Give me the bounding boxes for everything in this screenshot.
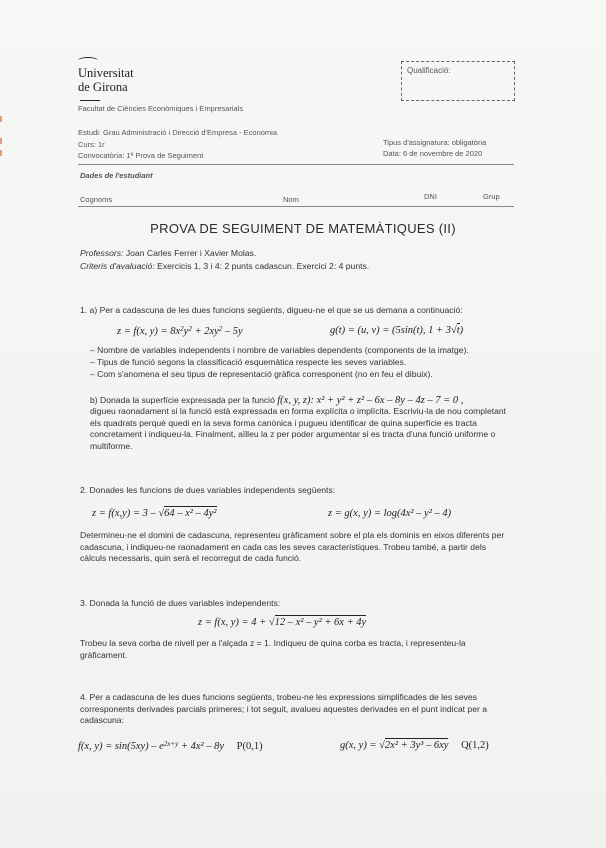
exam-title: PROVA DE SEGUIMENT DE MATEMÀTIQUES (II) bbox=[150, 221, 456, 236]
id-field-label: DNI bbox=[424, 192, 437, 201]
q1-bullet-2: – Tipus de funció segons la classificació esquemàtica respecte les seves variables. bbox=[90, 357, 407, 367]
name-field-label: Nom bbox=[283, 195, 299, 204]
course-info: Curs: 1r bbox=[78, 140, 105, 149]
criteria-text: Exercicis 1, 3 i 4: 2 punts cadascun. Exercici 2: 4 punts. bbox=[157, 261, 370, 271]
study-info: Estudi: Grau Administració i Direcció d'Empresa - Economia bbox=[78, 128, 278, 137]
q1-intro: 1. a) Per a cadascuna de les dues funcions següents, digueu-ne el que se us demana a continuació: bbox=[80, 305, 463, 315]
margin-mark-3 bbox=[0, 150, 2, 156]
student-data-label: Dades de l'estudiant bbox=[80, 171, 153, 180]
date-info: Data: 6 de novembre de 2020 bbox=[383, 149, 483, 158]
faculty-name: Facultat de Ciències Econòmiques i Empresarials bbox=[78, 104, 244, 113]
university-name-line2: de Girona bbox=[78, 80, 128, 94]
q4-intro: 4. Per a cadascuna de les dues funcions següents, trobeu-ne les expressions simplificades de les seves corresponents derivades parcials primeres; i tot seguit, avalueu aquestes derivades en el punt indicat per a cadascuna: bbox=[80, 692, 488, 725]
q4-function-f: f(x, $y) = \sin(5xy) - e^{2x+y} + 4x^2 - 8y$ P(0,1) bbox=[78, 740, 263, 752]
professors-label: Professors: bbox=[80, 248, 124, 258]
margin-mark-1 bbox=[0, 116, 2, 122]
q2-function-g: z = g(x, y) = log(4x² – y² – 4) bbox=[328, 508, 452, 519]
q1b-intro: b) Donada la superfície expressada per la funció bbox=[90, 395, 275, 405]
q2-text: Determineu-ne el domini de cadascuna, representeu gràficament sobre el pla els dominis en eixos diferents per cadascuna, i indiqueu-ne raonadament en cada cas les seves característiques. Trobeu també, a partir dels càlculs necessaris, quin serà el recorregut de cada funció. bbox=[80, 530, 505, 563]
q4-point-p: P(0,1) bbox=[236, 741, 263, 752]
university-name-line1: Universitat bbox=[78, 66, 134, 80]
margin-mark-2 bbox=[0, 138, 2, 144]
q1-function-g: g(t) = (u, v) = (5sin(t), 1 + 3√t) bbox=[330, 325, 464, 336]
q1-function-f: z = f(x, $y) = 8x^2y^2 + 2xy^2 - 5y$ bbox=[117, 325, 243, 337]
q2-function-f: z = f(x,y) = 3 – √64 – x² – 4y² bbox=[92, 508, 217, 519]
logo-underline-icon bbox=[80, 96, 100, 101]
university-logo-icon bbox=[78, 57, 98, 64]
q1-bullet-3: – Com s'anomena el seu tipus de representació gràfica corresponent (no en feu el dibuix). bbox=[90, 369, 433, 379]
header-divider bbox=[78, 164, 514, 165]
q2-intro: 2. Donades les funcions de dues variables independents següents: bbox=[80, 485, 336, 495]
group-field-label: Grup bbox=[483, 192, 500, 201]
q3-intro: 3. Donada la funció de dues variables independents: bbox=[80, 598, 281, 608]
q3-text: Trobeu la seva corba de nivell per a l'alçada z = 1. Indiqueu de quina corba es tracta, i representeu-la gràficament. bbox=[80, 638, 466, 660]
exam-call-info: Convocatòria: 1ª Prova de Seguiment bbox=[78, 151, 204, 160]
q1b-function: f(x, y, z): x² + y² + z² – 6x – 8y – 4z – 7 = 0 , bbox=[277, 395, 464, 406]
student-data-divider bbox=[78, 206, 514, 207]
criteria-label: Criteris d'avaluació: bbox=[80, 261, 155, 271]
q3-function: z = f(x, y) = 4 + √12 – x² – y² + 6x + 4y bbox=[198, 617, 367, 628]
subject-type-info: Tipus d'assignatura: obligatòria bbox=[383, 138, 487, 147]
surname-field-label: Cognoms bbox=[80, 195, 113, 204]
professors-names: Joan Carles Ferrer i Xavier Molas. bbox=[125, 248, 257, 258]
q4-function-g: g(x, y) = √2x² + 3y³ – 6xy Q(1,2) bbox=[340, 740, 489, 751]
q1b-text: digueu raonadament si la funció està expressada en forma explícita o implícita. Escriviu-la de nou completant els quadrats perquè quedi en la seva forma canònica i pugueu identificar de quina superfície es tracta concretament i indiqueu-la. Finalment, aïlleu la z per poder argumentar si es tracta d'una funció uniforme o multiforme. bbox=[90, 406, 507, 451]
grade-label: Qualificació: bbox=[407, 66, 451, 75]
grade-box bbox=[401, 61, 515, 101]
q1-bullet-1: – Nombre de variables independents i nombre de variables dependents (components de la imatge). bbox=[90, 345, 469, 355]
q4-point-q: Q(1,2) bbox=[461, 740, 489, 751]
